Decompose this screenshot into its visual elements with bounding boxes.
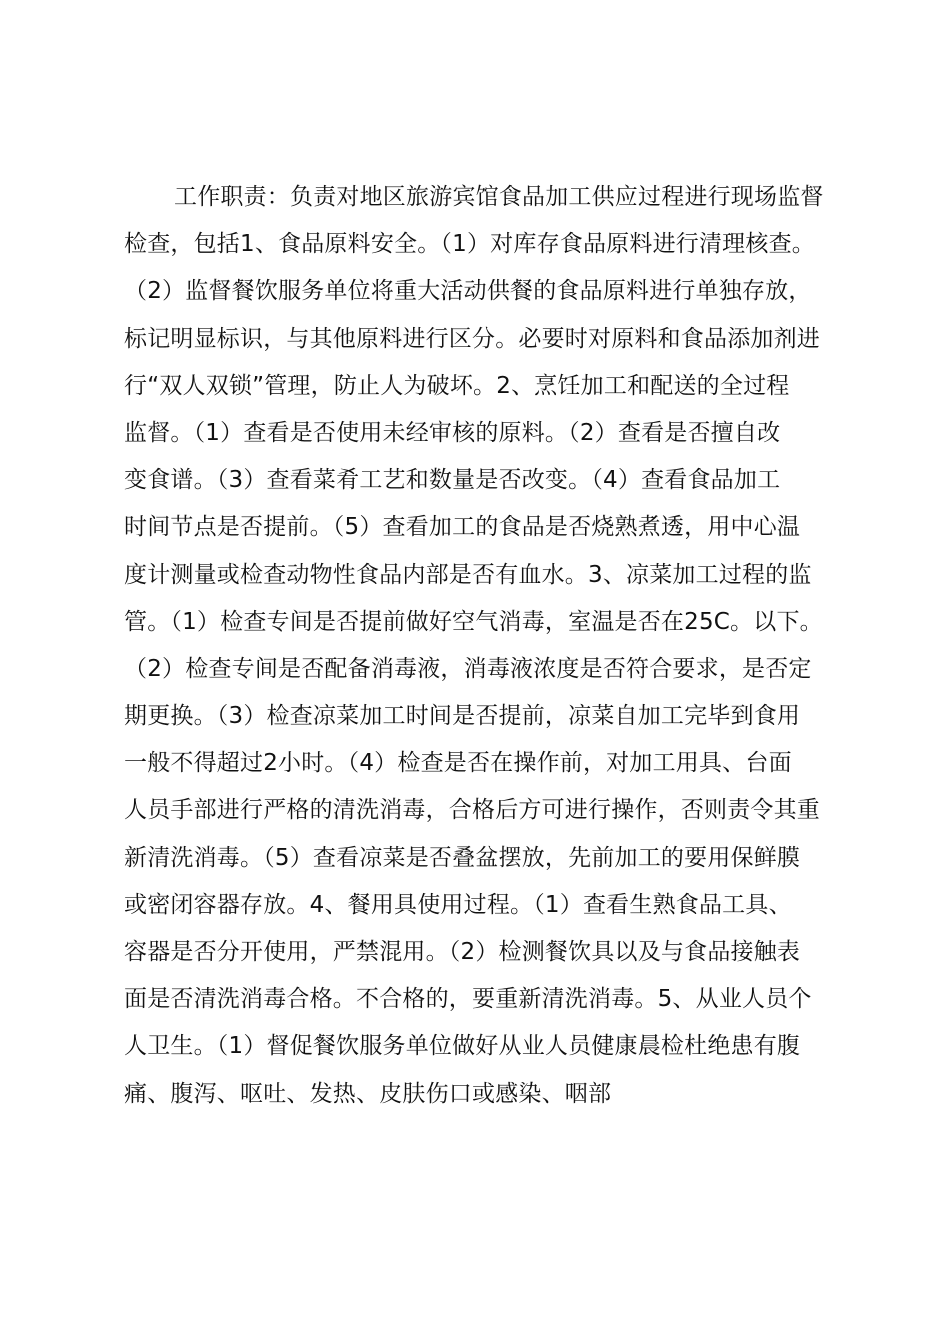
text-line: 行“双人双锁”管理，防止人为破坏。2、烹饪加工和配送的全过程 (124, 372, 790, 399)
text-line: 监督。（1）查看是否使用未经审核的原料。（2）查看是否擅自改 (124, 419, 781, 446)
text-line: 人员手部进行严格的清洗消毒，合格后方可进行操作，否则责令其重 (124, 797, 820, 824)
text-line: 痛、腹泻、呕吐、发热、皮肤伤口或感染、咽部 (124, 1080, 612, 1107)
text-line: 管。（1）检查专间是否提前做好空气消毒，室温是否在25C。以下。 (124, 608, 823, 635)
text-line: 工作职责：负责对地区旅游宾馆食品加工供应过程进行现场监督 (174, 184, 824, 210)
text-line: 容器是否分开使用，严禁混用。（2）检测餐饮具以及与食品接触表 (124, 939, 801, 965)
text-line: 一般不得超过2小时。（4）检查是否在操作前，对加工用具、台面 (124, 750, 792, 777)
text-line: （2）检查专间是否配备消毒液，消毒液浓度是否符合要求，是否定 (124, 655, 812, 682)
text-line: 检查，包括1、食品原料安全。（1）对库存食品原料进行清理核查。 (124, 231, 815, 258)
text-line: 时间节点是否提前。（5）查看加工的食品是否烧熟煮透，用中心温 (124, 514, 801, 541)
body-paragraph (124, 174, 854, 1118)
text-line: 度计测量或检查动物性食品内部是否有血水。3、凉菜加工过程的监 (124, 561, 812, 588)
text-line: 变食谱。（3）查看菜肴工艺和数量是否改变。（4）查看食品加工 (124, 467, 781, 494)
text-line: （2）监督餐饮服务单位将重大活动供餐的食品原料进行单独存放， (124, 278, 812, 305)
text-line: 或密闭容器存放。4、餐用具使用过程。（1）查看生熟食品工具、 (124, 891, 792, 918)
text-line: 标记明显标识，与其他原料进行区分。必要时对原料和食品添加剂进 (124, 325, 820, 352)
text-line: 期更换。（3）检查凉菜加工时间是否提前，凉菜自加工完毕到食用 (124, 703, 801, 730)
text-line: 人卫生。（1）督促餐饮服务单位做好从业人员健康晨检杜绝患有腹 (124, 1033, 801, 1060)
text-line: 面是否清洗消毒合格。不合格的，要重新清洗消毒。5、从业人员个 (124, 986, 812, 1013)
text-line: 新清洗消毒。（5）查看凉菜是否叠盆摆放，先前加工的要用保鲜膜 (124, 844, 801, 871)
